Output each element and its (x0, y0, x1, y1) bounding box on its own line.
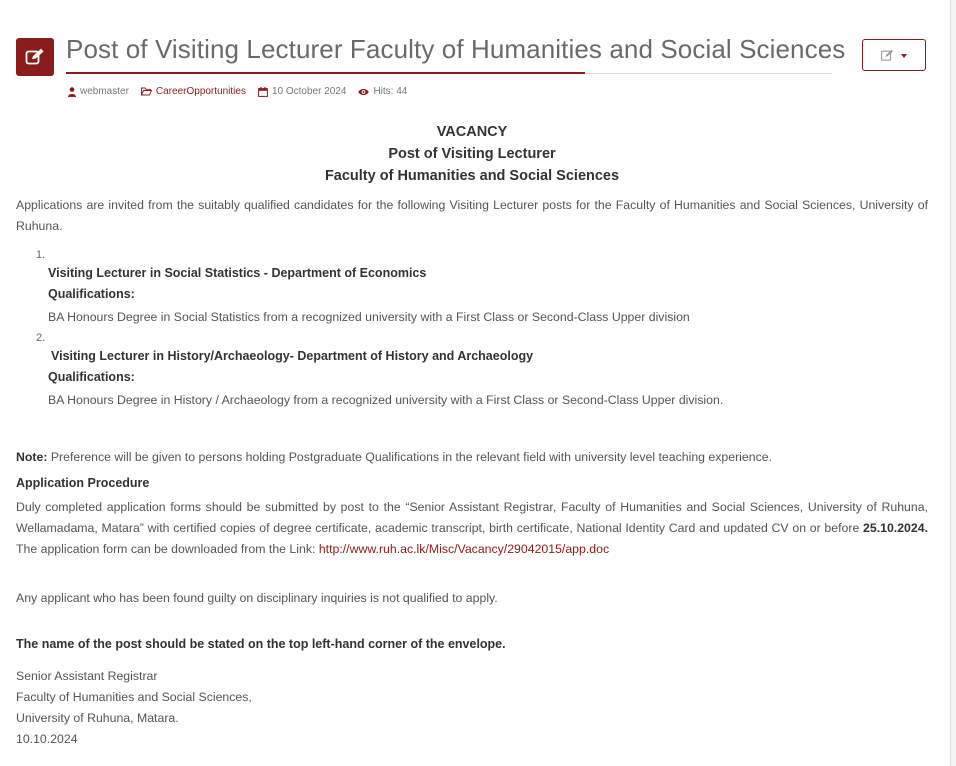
hits-count: Hits: 44 (373, 86, 408, 97)
meta-date (258, 86, 347, 97)
post-number: 2. (36, 332, 46, 344)
qualifications-label: Qualifications: (48, 287, 135, 301)
vacancy-heading (16, 121, 928, 187)
note-paragraph (16, 447, 928, 468)
procedure-paragraph (16, 497, 928, 560)
edit-icon (25, 48, 45, 66)
meta-author (68, 86, 129, 97)
edit-dropdown-button[interactable] (862, 39, 926, 71)
signature-faculty: Faculty of Humanities and Social Sciences, (16, 690, 252, 704)
procedure-title: Application Procedure (16, 476, 150, 490)
author-name: webmaster (80, 86, 129, 97)
post-number: 1. (36, 249, 46, 261)
page-title: Post of Visiting Lecturer Faculty of Humanities and Social Sciences (66, 34, 846, 64)
post-heading: Post of Visiting Lecturer (388, 146, 556, 162)
procedure-text: Duly completed application forms should be submitted by post to the “Senior Assistant Registrar, Faculty of Humanities and Social Sciences, University of Ruhuna, Wellamadama, Matara” with certified copies of degree certificate, academic transcript, birth certificate, National Identity Card and updated CV on or before (16, 500, 928, 535)
note-text: Preference will be given to persons holding Postgraduate Qualifications in the relevant field with university level teaching experience. (47, 450, 772, 464)
article-edit-icon (16, 38, 54, 76)
intro-paragraph: Applications are invited from the suitably qualified candidates for the following Visiting Lecturer posts for the Faculty of Humanities and Social Sciences, University of Ruhuna. (16, 198, 928, 233)
envelope-notice: The name of the post should be stated on the top left-hand corner of the envelope. (16, 637, 506, 651)
qualifications-label: Qualifications: (48, 370, 135, 384)
note-label: Note: (16, 450, 48, 464)
signature-block (16, 666, 252, 750)
disqualification-notice: Any applicant who has been found guilty on disciplinary inquiries is not qualified to apply. (16, 591, 498, 605)
meta-hits (358, 86, 407, 97)
application-form-link[interactable]: http://www.ruh.ac.lk/Misc/Vacancy/29042015/app.doc (318, 542, 610, 556)
post-title: Visiting Lecturer in History/Archaeology- Department of History and Archaeology (51, 349, 534, 363)
article-meta (68, 86, 419, 97)
folder-open-icon (141, 87, 152, 96)
signature-university: University of Ruhuna, Matara. (16, 711, 179, 725)
page-scrollbar[interactable] (950, 0, 956, 766)
publish-date: 10 October 2024 (271, 86, 347, 97)
category-link[interactable]: CareerOpportunities (155, 86, 246, 97)
meta-category[interactable] (141, 86, 246, 97)
signature-title: Senior Assistant Registrar (16, 669, 158, 683)
eye-icon (358, 88, 369, 96)
procedure-link-intro: The application form can be downloaded from the Link: (16, 542, 319, 556)
qualifications-text: BA Honours Degree in History / Archaeology from a recognized university with a First Class or Second-Class Upper division. (48, 393, 724, 407)
caret-down-icon (901, 54, 907, 58)
user-icon (68, 87, 76, 97)
edit-icon (881, 49, 895, 61)
vacancy-label: VACANCY (436, 124, 508, 140)
signature-date: 10.10.2024 (16, 732, 78, 746)
faculty-heading: Faculty of Humanities and Social Sciences (324, 168, 620, 184)
title-divider-accent (66, 72, 585, 74)
post-title: Visiting Lecturer in Social Statistics - Department of Economics (48, 266, 427, 280)
calendar-icon (258, 87, 268, 97)
deadline-date: 25.10.2024. (863, 521, 928, 535)
qualifications-text: BA Honours Degree in Social Statistics from a recognized university with a First Class or Second-Class Upper division (48, 310, 690, 324)
